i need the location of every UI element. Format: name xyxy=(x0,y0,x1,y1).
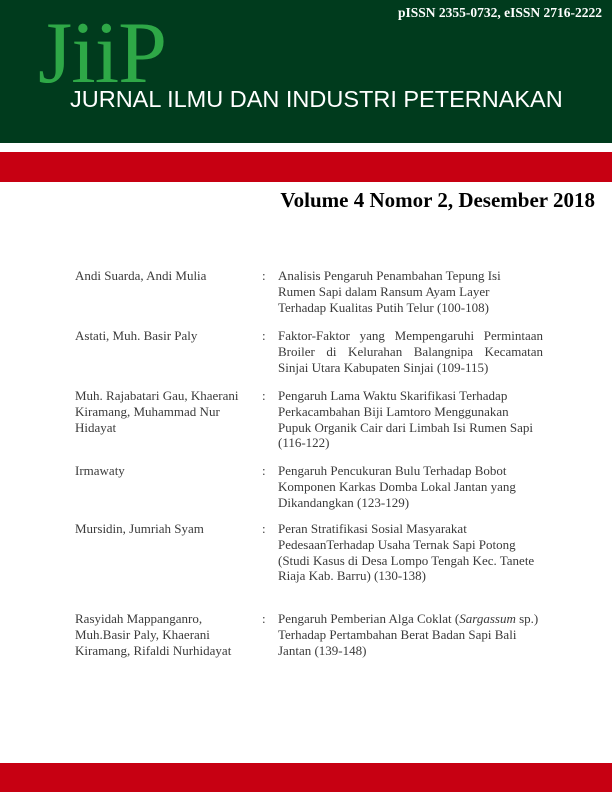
title-line: (Studi Kasus di Desa Lompo Tengah Kec. Tanete xyxy=(278,552,535,568)
toc-authors xyxy=(75,463,253,479)
toc-title xyxy=(278,463,516,510)
title-line: Komponen Karkas Domba Lokal Jantan yang xyxy=(278,478,516,494)
title-line: Pengaruh Pencukuran Bulu Terhadap Bobot xyxy=(278,463,507,478)
toc-title xyxy=(278,328,543,375)
journal-header xyxy=(0,0,612,143)
toc-separator: : xyxy=(262,268,266,283)
title-line: Faktor-Faktor yang Mempengaruhi Permintaan xyxy=(278,328,543,343)
toc-title xyxy=(278,611,538,658)
toc-separator: : xyxy=(262,611,266,626)
toc-title xyxy=(278,521,534,584)
author-line: Mursidin, Jumriah Syam xyxy=(75,521,204,536)
toc-title xyxy=(278,268,501,315)
author-line: Astati, Muh. Basir Paly xyxy=(75,328,198,343)
title-line: Jantan (139-148) xyxy=(278,642,367,658)
author-line: Hidayat xyxy=(75,419,117,435)
header-red-band xyxy=(0,152,612,182)
header-divider xyxy=(0,143,612,152)
toc-title xyxy=(278,388,533,451)
toc-separator: : xyxy=(262,388,266,403)
title-line: Broiler di Kelurahan Balangnipa Kecamatan xyxy=(278,343,543,359)
title-line: PedesaanTerhadap Usaha Ternak Sapi Potong xyxy=(278,536,516,552)
author-line: Rasyidah Mappanganro, xyxy=(75,611,203,626)
toc-separator: : xyxy=(262,463,266,478)
toc-authors xyxy=(75,268,253,284)
title-line: Rumen Sapi dalam Ransum Ayam Layer xyxy=(278,283,490,299)
toc-separator: : xyxy=(262,328,266,343)
species-name: Sargassum xyxy=(459,611,516,626)
title-line: (116-122) xyxy=(278,435,330,451)
title-text: sp.) xyxy=(515,611,539,626)
title-line: Terhadap Pertambahan Berat Badan Sapi Bali xyxy=(278,626,517,642)
author-line: Andi Suarda, Andi Mulia xyxy=(75,268,207,283)
title-line xyxy=(278,611,538,627)
issn-text: pISSN 2355-0732, eISSN 2716-2222 xyxy=(397,5,602,20)
title-text: Pengaruh Pemberian Alga Coklat ( xyxy=(278,611,460,626)
title-line: Terhadap Kualitas Putih Telur (100-108) xyxy=(278,299,489,315)
title-line: Riaja Kab. Barru) (130-138) xyxy=(278,568,427,584)
volume-issue: Volume 4 Nomor 2, Desember 2018 xyxy=(280,188,595,212)
author-line: Kiramang, Muhammad Nur xyxy=(75,403,220,419)
title-line: Dikandangkan (123-129) xyxy=(278,494,410,510)
toc-authors xyxy=(75,611,253,658)
footer-red-band xyxy=(0,763,612,792)
journal-logo: JiiP xyxy=(38,5,167,102)
author-line: Muh. Rajabatari Gau, Khaerani xyxy=(75,388,239,403)
author-line: Muh.Basir Paly, Khaerani xyxy=(75,626,210,642)
title-line: Pengaruh Lama Waktu Skarifikasi Terhadap xyxy=(278,388,508,403)
toc-authors xyxy=(75,328,253,344)
author-line: Kiramang, Rifaldi Nurhidayat xyxy=(75,642,232,658)
title-line: Pupuk Organik Cair dari Limbah Isi Rumen Sapi xyxy=(278,419,534,435)
title-line: Sinjai Utara Kabupaten Sinjai (109-115) xyxy=(278,359,489,375)
title-line: Peran Stratifikasi Sosial Masyarakat xyxy=(278,521,467,536)
journal-name: JURNAL ILMU DAN INDUSTRI PETERNAKAN xyxy=(70,86,563,112)
toc-authors xyxy=(75,388,253,435)
author-line: Irmawaty xyxy=(75,463,125,478)
toc-authors xyxy=(75,521,253,537)
title-line: Perkacambahan Biji Lamtoro Menggunakan xyxy=(278,403,509,419)
title-line: Analisis Pengaruh Penambahan Tepung Isi xyxy=(278,268,501,283)
toc-separator: : xyxy=(262,521,266,536)
